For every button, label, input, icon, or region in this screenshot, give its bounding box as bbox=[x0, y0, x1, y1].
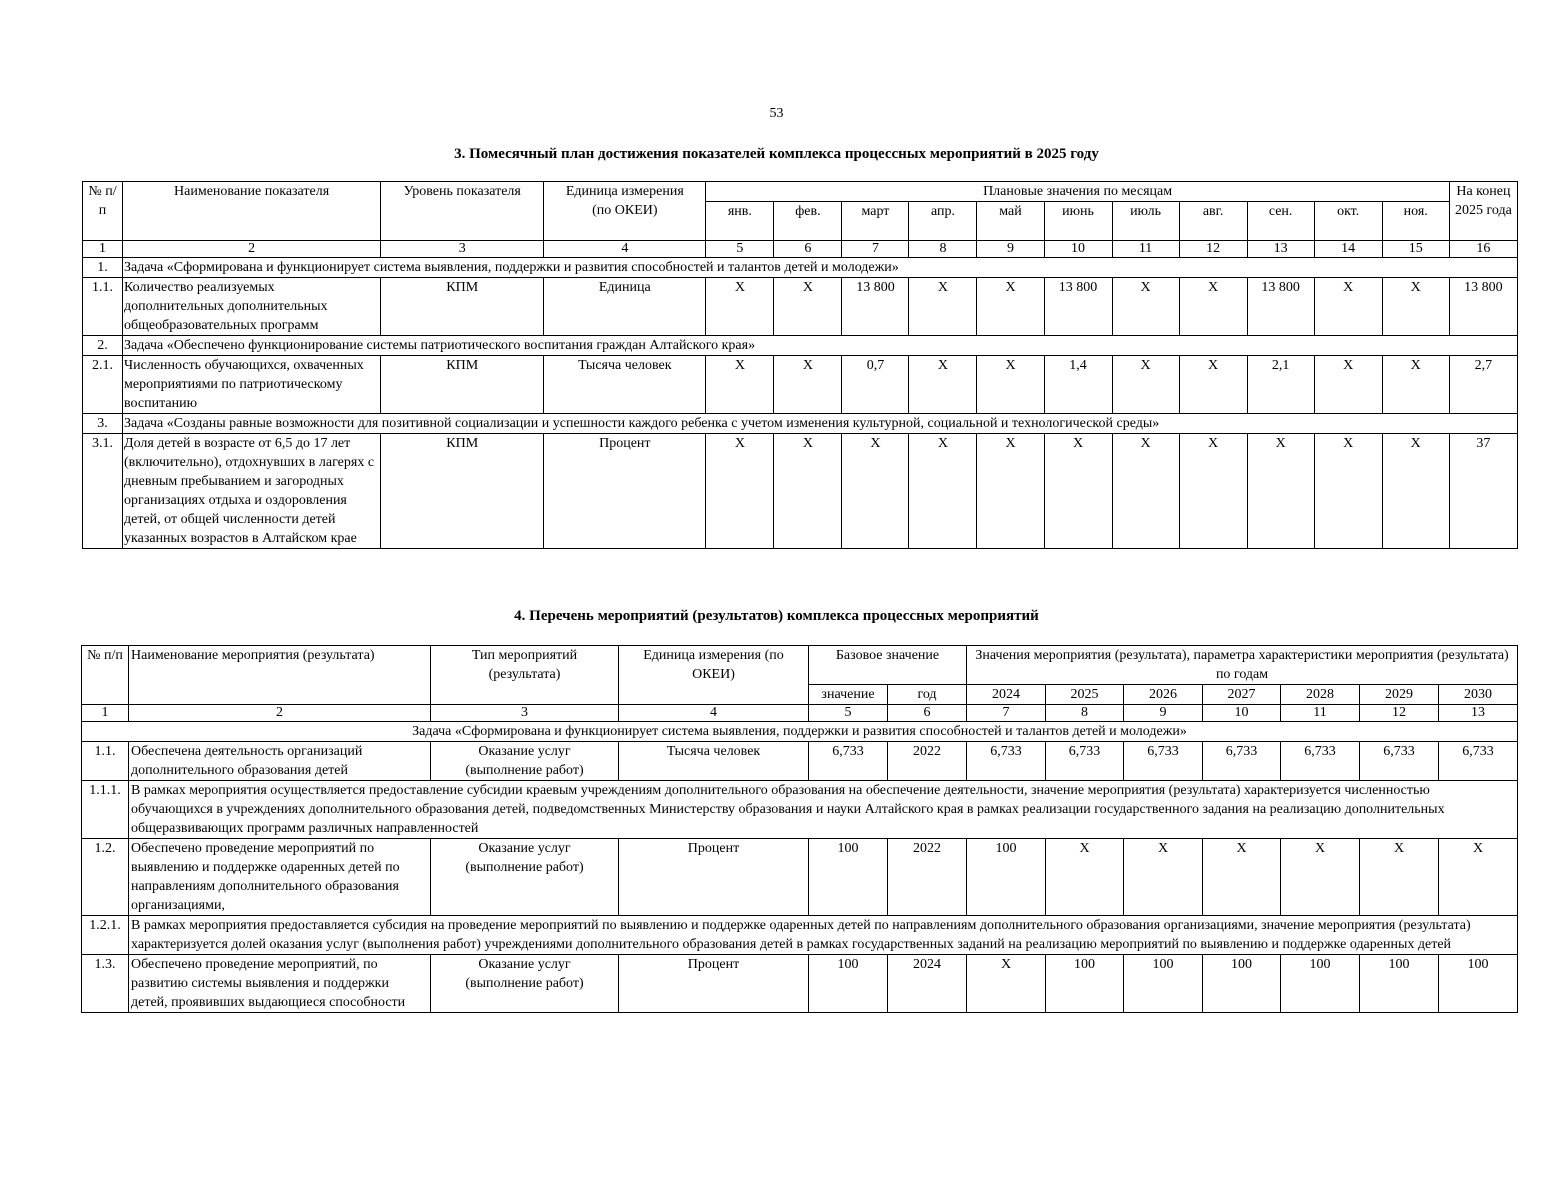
year-value: 100 bbox=[1281, 955, 1360, 1013]
column-number: 1 bbox=[83, 241, 123, 258]
column-number: 8 bbox=[909, 241, 977, 258]
header-month: сен. bbox=[1247, 202, 1314, 241]
row-number: 1.1. bbox=[82, 742, 129, 781]
note-row bbox=[82, 781, 1518, 839]
table-row bbox=[82, 839, 1518, 916]
header-year: 2026 bbox=[1124, 685, 1203, 705]
note-text: В рамках мероприятия осуществляется предоставление субсидии краевым учреждениям дополнительного образования на обеспечение деятельности, значение мероприятия (результата) характеризуется численностью обучающихся в учреждениях дополнительного образования детей, подведомственных Министерству образования и науки Алтайского края в рамках реализации государственного задания на реализацию дополнительных общеразвивающих программ различных направленностей bbox=[129, 781, 1518, 839]
year-value: 6,733 bbox=[1046, 742, 1124, 781]
month-value: X bbox=[1044, 434, 1112, 549]
task-number: 3. bbox=[83, 414, 123, 434]
header-base: Базовое значение bbox=[809, 646, 967, 685]
month-value: X bbox=[706, 278, 774, 336]
column-number: 4 bbox=[619, 705, 809, 722]
column-number: 3 bbox=[381, 241, 544, 258]
task-number: 1. bbox=[83, 258, 123, 278]
year-value: 6,733 bbox=[1360, 742, 1439, 781]
column-number-row bbox=[82, 705, 1518, 722]
month-value: X bbox=[909, 434, 977, 549]
note-number: 1.1.1. bbox=[82, 781, 129, 839]
page-number: 53 bbox=[769, 106, 784, 121]
header-num: № п/п bbox=[83, 182, 123, 241]
column-number: 12 bbox=[1179, 241, 1247, 258]
column-number: 12 bbox=[1360, 705, 1439, 722]
month-value: X bbox=[1382, 278, 1449, 336]
measures-table bbox=[81, 645, 1518, 1013]
base-year: 2022 bbox=[888, 839, 967, 916]
column-number: 10 bbox=[1044, 241, 1112, 258]
month-value: X bbox=[1314, 278, 1382, 336]
measure-type: Оказание услуг (выполнение работ) bbox=[431, 742, 619, 781]
note-number: 1.2.1. bbox=[82, 916, 129, 955]
indicator-name: Численность обучающихся, охваченных мероприятиями по патриотическому воспитанию bbox=[123, 356, 381, 414]
month-value: X bbox=[706, 434, 774, 549]
header-year: 2030 bbox=[1439, 685, 1518, 705]
year-value: X bbox=[1124, 839, 1203, 916]
month-value: X bbox=[706, 356, 774, 414]
header-name: Наименование показателя bbox=[123, 182, 381, 241]
month-value: X bbox=[842, 434, 909, 549]
month-value: X bbox=[774, 356, 842, 414]
month-value: X bbox=[774, 278, 842, 336]
year-value: 6,733 bbox=[967, 742, 1046, 781]
indicator-unit: Единица bbox=[544, 278, 706, 336]
note-row bbox=[82, 916, 1518, 955]
table-row bbox=[82, 955, 1518, 1013]
task-row bbox=[83, 258, 1518, 278]
table-row bbox=[83, 356, 1518, 414]
base-value: 100 bbox=[809, 955, 888, 1013]
column-number: 8 bbox=[1046, 705, 1124, 722]
measure-type: Оказание услуг (выполнение работ) bbox=[431, 955, 619, 1013]
indicator-unit: Тысяча человек bbox=[544, 356, 706, 414]
task-row bbox=[83, 336, 1518, 356]
year-value: X bbox=[1203, 839, 1281, 916]
measure-unit: Процент bbox=[619, 955, 809, 1013]
column-number: 6 bbox=[888, 705, 967, 722]
column-number: 15 bbox=[1382, 241, 1449, 258]
header-type: Тип мероприятий (результата) bbox=[431, 646, 619, 705]
measures-body bbox=[82, 646, 1518, 1013]
header-unit: Единица измерения (по ОКЕИ) bbox=[544, 182, 706, 241]
task-text: Задача «Обеспечено функционирование системы патриотического воспитания граждан Алтайского края» bbox=[123, 336, 1518, 356]
row-number: 2.1. bbox=[83, 356, 123, 414]
table-header-row bbox=[83, 182, 1518, 202]
month-value: 1,4 bbox=[1044, 356, 1112, 414]
column-number: 5 bbox=[809, 705, 888, 722]
month-value: X bbox=[1179, 278, 1247, 336]
header-year: 2029 bbox=[1360, 685, 1439, 705]
indicator-level: КПМ bbox=[381, 278, 544, 336]
measure-unit: Тысяча человек bbox=[619, 742, 809, 781]
column-number: 5 bbox=[706, 241, 774, 258]
column-number: 11 bbox=[1112, 241, 1179, 258]
indicator-level: КПМ bbox=[381, 434, 544, 549]
year-value: 100 bbox=[1124, 955, 1203, 1013]
month-value: X bbox=[774, 434, 842, 549]
note-text: В рамках мероприятия предоставляется субсидия на проведение мероприятий по выявлению и поддержке одаренных детей по направлениям дополнительного образования организациями, значение мероприятия (результата) характеризуется долей оказания услуг (выполнения работ) учреждениями дополнительного образования детей в рамках государственных заданий на реализацию мероприятий по выявлению и поддержке одаренных детей bbox=[129, 916, 1518, 955]
header-name: Наименование мероприятия (результата) bbox=[129, 646, 431, 705]
column-number: 16 bbox=[1449, 241, 1517, 258]
column-number: 6 bbox=[774, 241, 842, 258]
header-month: апр. bbox=[909, 202, 977, 241]
base-value: 6,733 bbox=[809, 742, 888, 781]
month-value: X bbox=[909, 356, 977, 414]
year-value: 6,733 bbox=[1439, 742, 1518, 781]
row-number: 3.1. bbox=[83, 434, 123, 549]
month-value: X bbox=[1382, 434, 1449, 549]
task-text: Задача «Сформирована и функционирует система выявления, поддержки и развития способностей и талантов детей и молодежи» bbox=[123, 258, 1518, 278]
header-base-year: год bbox=[888, 685, 967, 705]
year-value: 100 bbox=[1046, 955, 1124, 1013]
year-value: 6,733 bbox=[1203, 742, 1281, 781]
column-number: 4 bbox=[544, 241, 706, 258]
indicator-name: Количество реализуемых дополнительных дополнительных общеобразовательных программ bbox=[123, 278, 381, 336]
column-number: 3 bbox=[431, 705, 619, 722]
table-row bbox=[82, 742, 1518, 781]
column-number: 13 bbox=[1439, 705, 1518, 722]
month-value: 13 800 bbox=[842, 278, 909, 336]
monthly-plan-body bbox=[83, 182, 1518, 549]
month-value: X bbox=[1179, 434, 1247, 549]
year-value: 100 bbox=[1439, 955, 1518, 1013]
task-text: Задача «Сформирована и функционирует система выявления, поддержки и развития способностей и талантов детей и молодежи» bbox=[82, 722, 1518, 742]
header-month: июль bbox=[1112, 202, 1179, 241]
month-value: X bbox=[977, 434, 1044, 549]
row-number: 1.3. bbox=[82, 955, 129, 1013]
column-number: 10 bbox=[1203, 705, 1281, 722]
month-value: X bbox=[1314, 356, 1382, 414]
month-value: X bbox=[1247, 434, 1314, 549]
month-value: X bbox=[1112, 434, 1179, 549]
header-month: июнь bbox=[1044, 202, 1112, 241]
task-row bbox=[83, 414, 1518, 434]
year-value: 6,733 bbox=[1281, 742, 1360, 781]
month-value: 2,1 bbox=[1247, 356, 1314, 414]
month-value: X bbox=[909, 278, 977, 336]
year-value: X bbox=[1439, 839, 1518, 916]
row-number: 1.1. bbox=[83, 278, 123, 336]
header-year: 2028 bbox=[1281, 685, 1360, 705]
table-header-row bbox=[82, 646, 1518, 685]
year-value: 100 bbox=[1203, 955, 1281, 1013]
column-number: 7 bbox=[842, 241, 909, 258]
year-value: 100 bbox=[1360, 955, 1439, 1013]
header-month: фев. bbox=[774, 202, 842, 241]
table-row bbox=[83, 278, 1518, 336]
year-end-value: 37 bbox=[1449, 434, 1517, 549]
month-value: 13 800 bbox=[1247, 278, 1314, 336]
base-year: 2022 bbox=[888, 742, 967, 781]
header-unit: Единица измерения (по ОКЕИ) bbox=[619, 646, 809, 705]
column-number: 2 bbox=[123, 241, 381, 258]
month-value: X bbox=[977, 278, 1044, 336]
header-base-value: значение bbox=[809, 685, 888, 705]
month-value: 13 800 bbox=[1044, 278, 1112, 336]
measure-unit: Процент bbox=[619, 839, 809, 916]
column-number: 13 bbox=[1247, 241, 1314, 258]
measure-name: Обеспечена деятельность организаций дополнительного образования детей bbox=[129, 742, 431, 781]
month-value: X bbox=[977, 356, 1044, 414]
header-num: № п/п bbox=[82, 646, 129, 705]
column-number: 11 bbox=[1281, 705, 1360, 722]
column-number: 9 bbox=[977, 241, 1044, 258]
column-number: 9 bbox=[1124, 705, 1203, 722]
header-month: май bbox=[977, 202, 1044, 241]
month-value: X bbox=[1314, 434, 1382, 549]
column-number: 2 bbox=[129, 705, 431, 722]
month-value: X bbox=[1179, 356, 1247, 414]
year-end-value: 2,7 bbox=[1449, 356, 1517, 414]
year-value: X bbox=[1360, 839, 1439, 916]
base-value: 100 bbox=[809, 839, 888, 916]
measure-name: Обеспечено проведение мероприятий, по развитию системы выявления и поддержки детей, проявивших выдающиеся способности bbox=[129, 955, 431, 1013]
column-number: 14 bbox=[1314, 241, 1382, 258]
base-year: 2024 bbox=[888, 955, 967, 1013]
month-value: X bbox=[1112, 356, 1179, 414]
month-value: 0,7 bbox=[842, 356, 909, 414]
section-4-title: 4. Перечень мероприятий (результатов) комплекса процессных мероприятий bbox=[514, 608, 1039, 624]
task-text: Задача «Созданы равные возможности для позитивной социализации и успешности каждого ребенка с учетом изменения культурной, социальной и технологической среды» bbox=[123, 414, 1518, 434]
year-value: X bbox=[1281, 839, 1360, 916]
indicator-name: Доля детей в возрасте от 6,5 до 17 лет (включительно), отдохнувших в лагерях с дневным пребыванием и загородных организациях отдыха и оздоровления детей, от общей численности детей указанных возрастов в Алтайском крае bbox=[123, 434, 381, 549]
column-number: 1 bbox=[82, 705, 129, 722]
header-values: Значения мероприятия (результата), параметра характеристики мероприятия (результата) по годам bbox=[967, 646, 1518, 685]
measure-type: Оказание услуг (выполнение работ) bbox=[431, 839, 619, 916]
month-value: X bbox=[1112, 278, 1179, 336]
indicator-unit: Процент bbox=[544, 434, 706, 549]
year-value: 6,733 bbox=[1124, 742, 1203, 781]
monthly-plan-table bbox=[82, 181, 1518, 549]
task-number: 2. bbox=[83, 336, 123, 356]
header-end: На конец 2025 года bbox=[1449, 182, 1517, 241]
header-year: 2025 bbox=[1046, 685, 1124, 705]
header-month: окт. bbox=[1314, 202, 1382, 241]
task-row bbox=[82, 722, 1518, 742]
year-value: X bbox=[1046, 839, 1124, 916]
header-year: 2027 bbox=[1203, 685, 1281, 705]
header-level: Уровень показателя bbox=[381, 182, 544, 241]
column-number: 7 bbox=[967, 705, 1046, 722]
header-year: 2024 bbox=[967, 685, 1046, 705]
column-number-row bbox=[83, 241, 1518, 258]
year-value: 100 bbox=[967, 839, 1046, 916]
year-end-value: 13 800 bbox=[1449, 278, 1517, 336]
table-row bbox=[83, 434, 1518, 549]
header-month: янв. bbox=[706, 202, 774, 241]
section-3-title: 3. Помесячный план достижения показателей комплекса процессных мероприятий в 2025 году bbox=[454, 146, 1099, 162]
header-month: авг. bbox=[1179, 202, 1247, 241]
indicator-level: КПМ bbox=[381, 356, 544, 414]
header-month: ноя. bbox=[1382, 202, 1449, 241]
month-value: X bbox=[1382, 356, 1449, 414]
year-value: X bbox=[967, 955, 1046, 1013]
row-number: 1.2. bbox=[82, 839, 129, 916]
header-planned: Плановые значения по месяцам bbox=[706, 182, 1449, 202]
header-month: март bbox=[842, 202, 909, 241]
measure-name: Обеспечено проведение мероприятий по выявлению и поддержке одаренных детей по направлениям дополнительного образования организациями, bbox=[129, 839, 431, 916]
